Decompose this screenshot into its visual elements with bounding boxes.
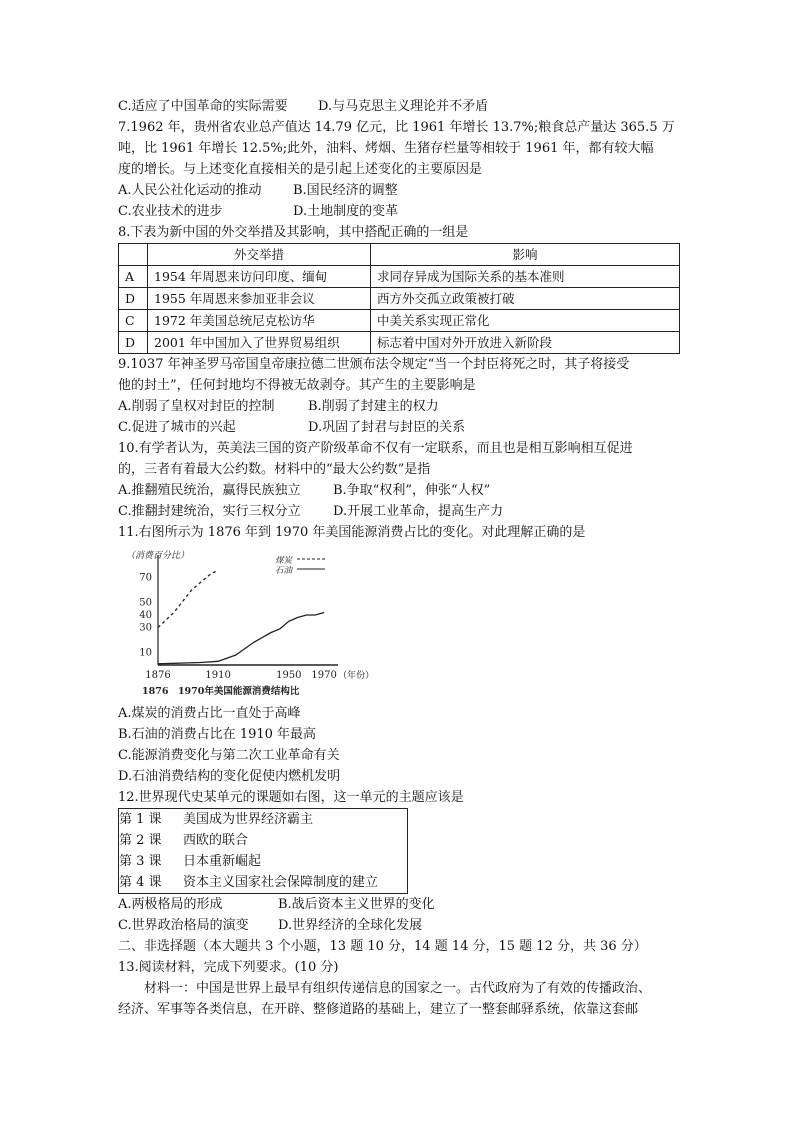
x-tick-label: 1876 [145,670,171,681]
q7-stem-line-3: 度的增长。与上述变化直接相关的是引起上述变化的主要原因是 [118,162,483,177]
row-measure: 2001 年中国加入了世界贸易组织 [148,332,371,354]
q11-stem: 11.右图所示为 1876 年到 1970 年美国能源消费占比的变化。对此理解正确的是 [118,525,586,540]
lesson-number: 第 1 课 [119,812,162,827]
q12-options-cd [118,915,688,936]
row-impact: 标志着中国对外开放进入新阶段 [371,332,680,354]
table-header-row [119,244,680,266]
q12-option-c: C.世界政治格局的演变 [118,918,249,933]
q6-option-d: D.与马克思主义理论并不矛盾 [318,99,489,114]
q8-stem: 8.下表为新中国的外交举措及其影响，其中搭配正确的一组是 [118,225,469,240]
row-label: D [119,332,148,354]
row-measure: 1972 年美国总统尼克松访华 [148,310,371,332]
legend-label: 煤炭 [275,556,293,566]
table-header-label [119,244,148,266]
y-tick-label: 50 [139,597,152,609]
lesson-item [119,809,407,830]
q12-option-b: B.战后资本主义世界的变化 [278,897,435,912]
q13-material-line-1: 材料一：中国是世界上最早有组织传递信息的国家之一。古代政府为了有效的传播政治、 [144,981,652,996]
q12-option-d: D.世界经济的全球化发展 [278,918,423,933]
q10-option-d: D.开展工业革命，提高生产力 [333,504,504,519]
q10-option-c: C.推翻封建统治，实行三权分立 [118,504,301,519]
q9-option-b: B.削弱了封建主的权力 [308,399,439,414]
lesson-list-box [118,808,408,894]
x-tick-label: 1910 [205,670,231,681]
lesson-item [119,851,407,872]
q12-stem: 12.世界现代史某单元的课题如右图，这一单元的主题应该是 [118,790,464,805]
q10-stem-line-2: 的，三者有着最大公约数。材料中的“最大公约数”是指 [118,462,431,477]
q7-option-c: C.农业技术的进步 [118,204,223,219]
q13-stem: 13.阅读材料，完成下列要求。(10 分) [118,960,339,975]
y-tick-label: 10 [139,647,152,659]
row-label: D [119,288,148,310]
x-tick-label: 1950 [276,670,302,681]
series-line-coal [158,570,218,628]
q12-options-ab [118,894,688,915]
chart-caption: 1876 1970年美国能源消费结构比 [142,686,300,697]
table-header-measure: 外交举措 [148,244,371,266]
energy-chart [120,547,380,697]
q10-options-ab [118,480,688,501]
lesson-number: 第 4 课 [119,875,162,890]
energy-chart-svg [120,547,380,697]
table-row [119,288,680,310]
row-label: C [119,310,148,332]
q7-option-a: A.人民公社化运动的推动 [118,183,262,198]
q7-stem-line-1: 7.1962 年，贵州省农业总产值达 14.79 亿元，比 1961 年增长 13.7%;粮食总产量达 365.5 万 [118,120,675,135]
lesson-title: 日本重新崛起 [183,854,262,869]
lesson-item [119,830,407,851]
table-row [119,310,680,332]
q7-options-cd [118,201,688,222]
q7-stem-line-2: 吨，比 1961 年增长 12.5%;此外，油料、烤烟、生猪存栏量等相较于 1961 年，都有较大幅 [118,141,654,156]
y-axis-label: （消费百分比） [126,551,190,561]
row-measure: 1954 年周恩来访问印度、缅甸 [148,266,371,288]
q11-option-c: C.能源消费变化与第二次工业革命有关 [118,748,340,763]
lesson-number: 第 2 课 [119,833,162,848]
table-header-impact: 影响 [371,244,680,266]
lesson-title: 美国成为世界经济霸主 [183,812,314,827]
section-two-heading: 二、非选择题（本大题共 3 个小题，13 题 10 分，14 题 14 分，15 题 12 分，共 36 分） [118,939,647,954]
q11-option-d: D.石油消费结构的变化促使内燃机发明 [118,769,341,784]
q9-stem-line-2: 他的封土”，任何封地均不得被无故剥夺。其产生的主要影响是 [118,378,476,393]
lesson-title: 西欧的联合 [183,833,249,848]
lesson-title: 资本主义国家社会保障制度的建立 [183,875,379,890]
q9-option-a: A.削弱了皇权对封臣的控制 [118,399,275,414]
q7-options-ab [118,180,688,201]
row-impact: 中美关系实现正常化 [371,310,680,332]
legend-label: 石油 [275,566,293,576]
x-tick-label: 1970 [311,670,337,681]
q7-option-b: B.国民经济的调整 [293,183,398,198]
row-impact: 求同存异成为国际关系的基本准则 [371,266,680,288]
q10-option-b: B.争取“权利”，伸张“人权” [333,483,491,498]
y-tick-label: 70 [139,572,152,584]
q6-options [118,96,688,117]
q9-options-ab [118,396,688,417]
row-label: A [119,266,148,288]
q9-option-c: C.促进了城市的兴起 [118,420,236,435]
y-tick-label: 30 [139,622,152,634]
q9-stem-line-1: 9.1037 年神圣罗马帝国皇帝康拉德二世颁布法令规定“当一个封臣将死之时，其子将接受 [118,357,630,372]
table-row [119,266,680,288]
q7-option-d: D.土地制度的变革 [293,204,399,219]
exam-page [118,96,688,1020]
diplomacy-table [118,243,680,354]
series-line-oil [158,613,324,664]
q9-option-d: D.巩固了封君与封臣的关系 [308,420,466,435]
q6-option-c: C.适应了中国革命的实际需要 [118,99,288,114]
q11-option-a: A.煤炭的消费占比一直处于高峰 [118,706,301,721]
q10-option-a: A.推翻殖民统治，赢得民族独立 [118,483,301,498]
q11-option-b: B.石油的消费占比在 1910 年最高 [118,727,317,742]
lesson-number: 第 3 课 [119,854,162,869]
q10-options-cd [118,501,688,522]
q10-stem-line-1: 10.有学者认为，英美法三国的资产阶级革命不仅有一定联系，而且也是相互影响相互促进 [118,441,633,456]
lesson-item [119,872,407,893]
y-tick-label: 40 [139,610,152,621]
q13-material-line-2: 经济、军事等各类信息，在开辟、整修道路的基础上，建立了一整套邮驿系统，依靠这套邮 [118,1002,639,1017]
table-row [119,332,680,354]
q12-option-a: A.两极格局的形成 [118,897,223,912]
q9-options-cd [118,417,688,438]
row-measure: 1955 年周恩来参加亚非会议 [148,288,371,310]
x-axis-label: （年份） [338,671,375,681]
row-impact: 西方外交孤立政策被打破 [371,288,680,310]
